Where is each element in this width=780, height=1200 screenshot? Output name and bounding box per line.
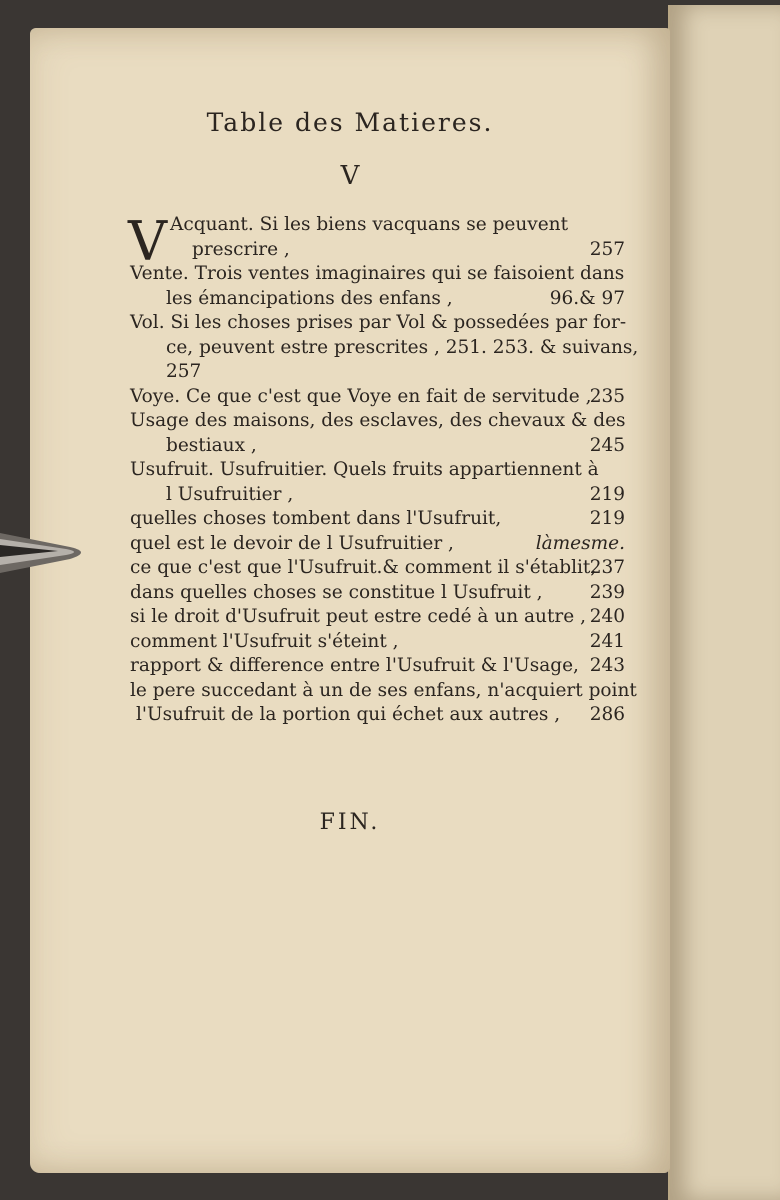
index-line: Vol. Si les choses prises par Vol & possedées par for- bbox=[130, 312, 627, 333]
page-clip-icon bbox=[0, 527, 92, 577]
index-line: ce, peuvent estre prescrites , 251. 253. & suivans, bbox=[166, 336, 639, 358]
book-page bbox=[30, 28, 670, 1173]
index-line: prescrire , 257 bbox=[192, 238, 625, 260]
index-line: l'Usufruit de la portion qui échet aux autres , 286 bbox=[136, 704, 625, 725]
index-line: 257 bbox=[166, 361, 202, 382]
index-line: Usufruit. Usufruitier. Quels fruits appartiennent à bbox=[130, 459, 599, 480]
index-line: Acquant. Si les biens vacquans se peuvent bbox=[170, 214, 569, 235]
index-entries bbox=[128, 210, 639, 728]
index-line: Vente. Trois ventes imaginaires qui se faisoient dans bbox=[130, 263, 625, 284]
drop-cap-v: V bbox=[128, 210, 167, 273]
closing-fin: FIN. bbox=[319, 810, 381, 835]
section-letter: V bbox=[340, 161, 360, 191]
index-line: les émancipations des enfans , 96.& 97 bbox=[166, 287, 625, 309]
next-page-edge bbox=[668, 5, 780, 1200]
index-line: l Usufruitier , 219 bbox=[166, 483, 625, 505]
page-header: Table des Matieres. bbox=[206, 108, 494, 137]
index-line: comment l'Usufruit s'éteint , 241 bbox=[130, 630, 625, 652]
index-line: Usage des maisons, des esclaves, des chevaux & des bbox=[130, 410, 626, 431]
index-line: quelles choses tombent dans l'Usufruit, 219 bbox=[130, 508, 625, 529]
index-line: le pere succedant à un de ses enfans, n'acquiert point bbox=[130, 679, 637, 701]
index-line: rapport & difference entre l'Usufruit & l'Usage, 243 bbox=[130, 655, 625, 676]
index-line: quel est le devoir de l Usufruitier , làmesme. bbox=[130, 532, 625, 554]
index-line: bestiaux , 245 bbox=[166, 434, 625, 456]
index-line: si le droit d'Usufruit peut estre cedé à un autre , 240 bbox=[130, 606, 625, 627]
index-line: Voye. Ce que c'est que Voye en fait de servitude , 235 bbox=[130, 385, 625, 407]
index-line: dans quelles choses se constitue l Usufruit , 239 bbox=[130, 581, 625, 603]
index-line: ce que c'est que l'Usufruit.& comment il s'établit, 237 bbox=[130, 557, 625, 578]
